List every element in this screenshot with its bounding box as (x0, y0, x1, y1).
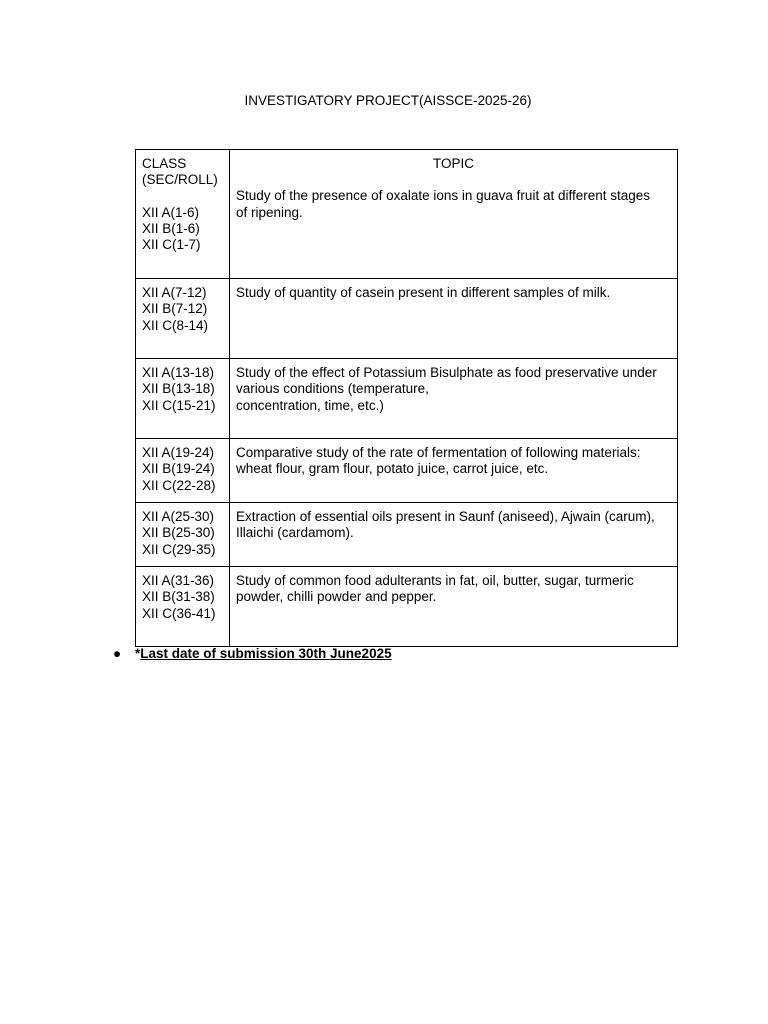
class-section: XII A(7-12) (142, 285, 207, 300)
class-section: XII A(1-6) (142, 204, 200, 220)
table-row (136, 359, 678, 439)
topic-cell (230, 150, 678, 279)
topic-cell (230, 567, 678, 647)
topic-text: Study of common food adulterants in fat, oil, butter, sugar, turmeric powder, chilli powder and pepper. (236, 573, 634, 605)
class-header-line2: (SEC/ROLL) (142, 172, 218, 188)
topic-text: Study of the presence of oxalate ions in guava fruit at different stages of ripening. (236, 188, 651, 220)
topic-text: Study of quantity of casein present in different samples of milk. (236, 285, 611, 300)
topic-cell (230, 359, 678, 439)
topic-cell (230, 439, 678, 503)
class-section: XII A(13-18) (142, 365, 215, 380)
class-section: XII C(36-41) (142, 605, 216, 621)
class-header-line1: CLASS (142, 156, 187, 171)
class-section: XII B(7-12) (142, 301, 208, 317)
submission-deadline: Last date of submission 30th June2025 (140, 646, 392, 661)
class-section: XII A(19-24) (142, 445, 215, 460)
note-asterisk: * (135, 646, 141, 661)
topic-text: Comparative study of the rate of fermentation of following materials: wheat flour, gram flour, potato juice, carrot juice, etc. (236, 445, 641, 477)
class-section: XII A(31-36) (142, 573, 215, 588)
class-section: XII B(1-6) (142, 220, 200, 236)
class-section: XII C(8-14) (142, 317, 209, 333)
table-row (136, 439, 678, 503)
bullet-icon: ● (113, 646, 122, 661)
class-cell (136, 359, 230, 439)
class-section: XII C(15-21) (142, 397, 216, 413)
class-section: XII B(25-30) (142, 525, 215, 541)
class-cell (136, 150, 230, 279)
class-section: XII C(29-35) (142, 541, 216, 557)
class-section: XII B(31-38) (142, 589, 215, 605)
submission-note (113, 645, 392, 663)
class-cell (136, 503, 230, 567)
topic-cell (230, 279, 678, 359)
topic-text: Extraction of essential oils present in Saunf (aniseed), Ajwain (carum), Illaichi (cardamom). (236, 509, 655, 541)
class-section: XII B(19-24) (142, 461, 215, 477)
page-title: INVESTIGATORY PROJECT(AISSCE-2025-26) (244, 93, 532, 108)
class-cell (136, 279, 230, 359)
table-row-header-and-first (136, 150, 678, 279)
topic-cell (230, 503, 678, 567)
class-section: XII B(13-18) (142, 381, 215, 397)
table-row (136, 279, 678, 359)
class-section: XII C(22-28) (142, 477, 216, 493)
table-row (136, 567, 678, 647)
topic-text: Study of the effect of Potassium Bisulphate as food preservative under various conditions (temperature, concentration, time, etc.) (236, 365, 657, 413)
class-section: XII C(1-7) (142, 237, 201, 253)
class-cell (136, 567, 230, 647)
table-row (136, 503, 678, 567)
topic-header: TOPIC (432, 156, 474, 171)
project-topics-table (135, 149, 678, 647)
class-section: XII A(25-30) (142, 509, 215, 524)
class-cell (136, 439, 230, 503)
